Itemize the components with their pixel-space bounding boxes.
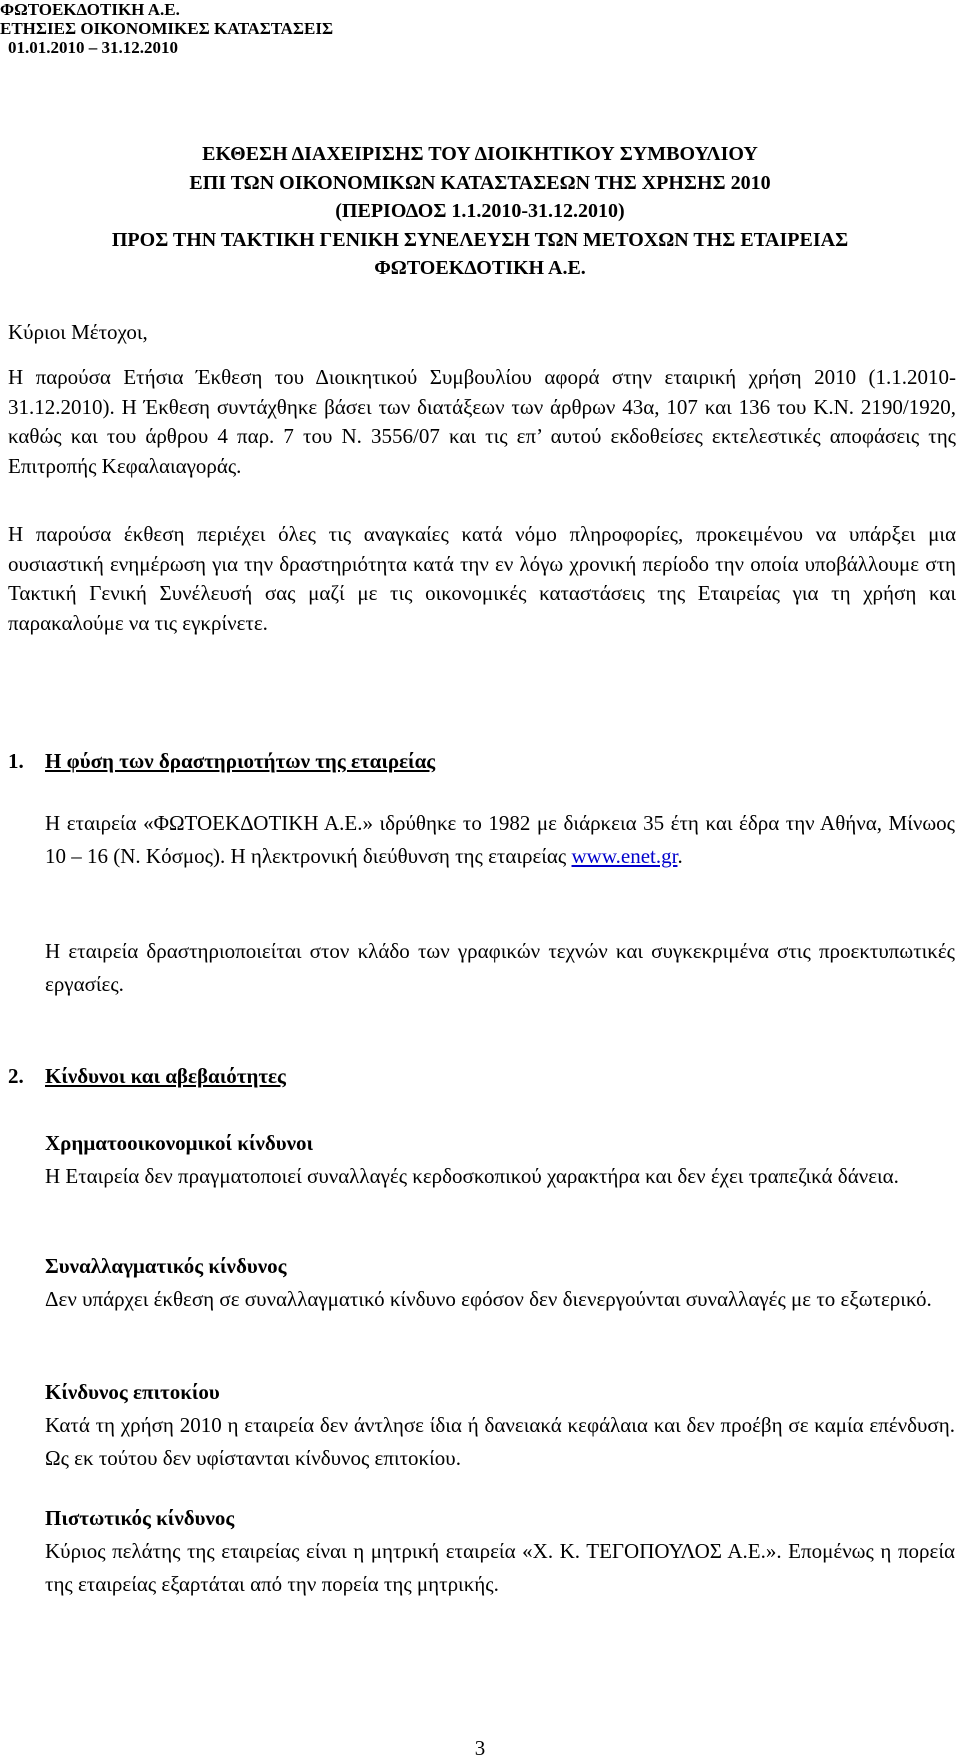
section-1-title: Η φύση των δραστηριοτήτων της εταιρείας (45, 749, 436, 773)
section-1-paragraph-2-block (45, 935, 955, 1001)
title-line-3: (ΠΕΡΙΟΔΟΣ 1.1.2010-31.12.2010) (335, 200, 625, 223)
header-company: ΦΩΤΟΕΚΔΟΤΙΚΗ Α.Ε. (0, 0, 180, 19)
risk-text-credit: Κύριος πελάτης της εταιρείας είναι η μητρική εταιρεία «Χ. Κ. ΤΕΓΟΠΟΥΛΟΣ Α.Ε.». Επομένως η πορεία της εταιρείας εξαρτάται από την πορεία της μητρικής. (45, 1539, 955, 1596)
intro-paragraph-1-block (8, 363, 956, 481)
risk-title-currency: Συναλλαγματικός κίνδυνος (45, 1254, 287, 1278)
section-1-paragraph-1-end: . (677, 844, 683, 868)
title-line-5: ΦΩΤΟΕΚΔΟΤΙΚΗ Α.Ε. (374, 257, 586, 280)
title-line-2: ΕΠΙ ΤΩΝ ΟΙΚΟΝΟΜΙΚΩΝ ΚΑΤΑΣΤΑΣΕΩΝ ΤΗΣ ΧΡΗΣΗΣ 2010 (189, 171, 771, 194)
website-link[interactable]: www.enet.gr (571, 844, 678, 868)
risk-text-financial-block (45, 1160, 955, 1193)
risk-text-financial: Η Εταιρεία δεν πραγματοποιεί συναλλαγές κερδοσκοπικού χαρακτήρα και δεν έχει τραπεζικά δάνεια. (45, 1164, 899, 1188)
intro-paragraph-2-block (8, 520, 956, 638)
risk-title-credit: Πιστωτικός κίνδυνος (45, 1506, 235, 1530)
title-line-1: ΕΚΘΕΣΗ ΔΙΑΧΕΙΡΙΣΗΣ ΤΟΥ ΔΙΟΙΚΗΤΙΚΟΥ ΣΥΜΒΟΥΛΙΟΥ (202, 143, 758, 165)
header-period: 01.01.2010 – 31.12.2010 (8, 38, 178, 57)
title-line-4: ΠΡΟΣ ΤΗΝ ΤΑΚΤΙΚΗ ΓΕΝΙΚΗ ΣΥΝΕΛΕΥΣΗ ΤΩΝ ΜΕΤΟΧΩΝ ΤΗΣ ΕΤΑΙΡΕΙΑΣ (111, 228, 849, 251)
header-subtitle: ΕΤΗΣΙΕΣ ΟΙΚΟΝΟΜΙΚΕΣ ΚΑΤΑΣΤΑΣΕΙΣ (0, 19, 334, 38)
risk-text-currency-block (45, 1283, 955, 1316)
section-1-paragraph-1-block (45, 807, 955, 873)
risk-title-financial: Χρηματοοικονομικοί κίνδυνοι (45, 1131, 314, 1155)
section-2-heading (8, 1064, 286, 1089)
risk-text-currency: Δεν υπάρχει έκθεση σε συναλλαγματικό κίνδυνο εφόσον δεν διενεργούνται συναλλαγές με το εξωτερικό. (45, 1287, 932, 1311)
section-1-paragraph-1 (45, 807, 955, 873)
intro-paragraph-1: Η παρούσα Ετήσια Έκθεση του Διοικητικού Συμβουλίου αφορά στην εταιρική χρήση 2010 (1.1.2010-31.12.2010). Η Έκθεση συντάχθηκε βάσει των διατάξεων των άρθρων 43α, 107 και 136 του Κ.Ν. 2190/1920, καθώς και του άρθρου 4 παρ. 7 του Ν. 3556/07 και τις επ’ αυτού εκδοθείσες εκτελεστικές αποφάσεις της Επιτροπής Κεφαλαιαγοράς. (8, 365, 956, 478)
greeting-block (8, 318, 956, 348)
section-1-heading (8, 749, 435, 774)
section-1-paragraph-1-text: Η εταιρεία «ΦΩΤΟΕΚΔΟΤΙΚΗ Α.Ε.» ιδρύθηκε το 1982 με διάρκεια 35 έτη και έδρα την Αθήνα, Μίνωος 10 – 16 (Ν. Κόσμος). Η ηλεκτρονική διεύθυνση της εταιρείας (45, 811, 955, 868)
section-2-title: Κίνδυνοι και αβεβαιότητες (45, 1064, 286, 1088)
risk-title-interest: Κίνδυνος επιτοκίου (45, 1380, 220, 1404)
section-2-number: 2. (8, 1064, 24, 1088)
risk-text-interest-block (45, 1409, 955, 1475)
section-1-paragraph-2: Η εταιρεία δραστηριοποιείται στον κλάδο των γραφικών τεχνών και συγκεκριμένα στις προεκτυπωτικές εργασίες. (45, 939, 955, 996)
page-number: 3 (474, 1736, 486, 1760)
document-header (0, 0, 333, 57)
intro-paragraph-2: Η παρούσα έκθεση περιέχει όλες τις αναγκαίες κατά νόμο πληροφορίες, προκειμένου να υπάρξει μια ουσιαστική ενημέρωση για την δραστηριότητα κατά την εν λόγω χρονική περίοδο την οποία υποβάλλουμε στη Τακτική Γενική Συνέλευσή σας μαζί με τις οικονομικές καταστάσεις της Εταιρείας για τη χρήση και παρακαλούμε να τις εγκρίνετε. (8, 522, 956, 635)
risk-text-interest: Κατά τη χρήση 2010 η εταιρεία δεν άντλησε ίδια ή δανειακά κεφάλαια και δεν προέβη σε καμία επένδυση. Ως εκ τούτου δεν υφίστανται κίνδυνος επιτοκίου. (45, 1413, 955, 1470)
risk-text-credit-block (45, 1535, 955, 1601)
section-1-number: 1. (8, 749, 24, 773)
report-title (0, 140, 960, 283)
greeting: Κύριοι Μέτοχοι, (8, 320, 148, 344)
